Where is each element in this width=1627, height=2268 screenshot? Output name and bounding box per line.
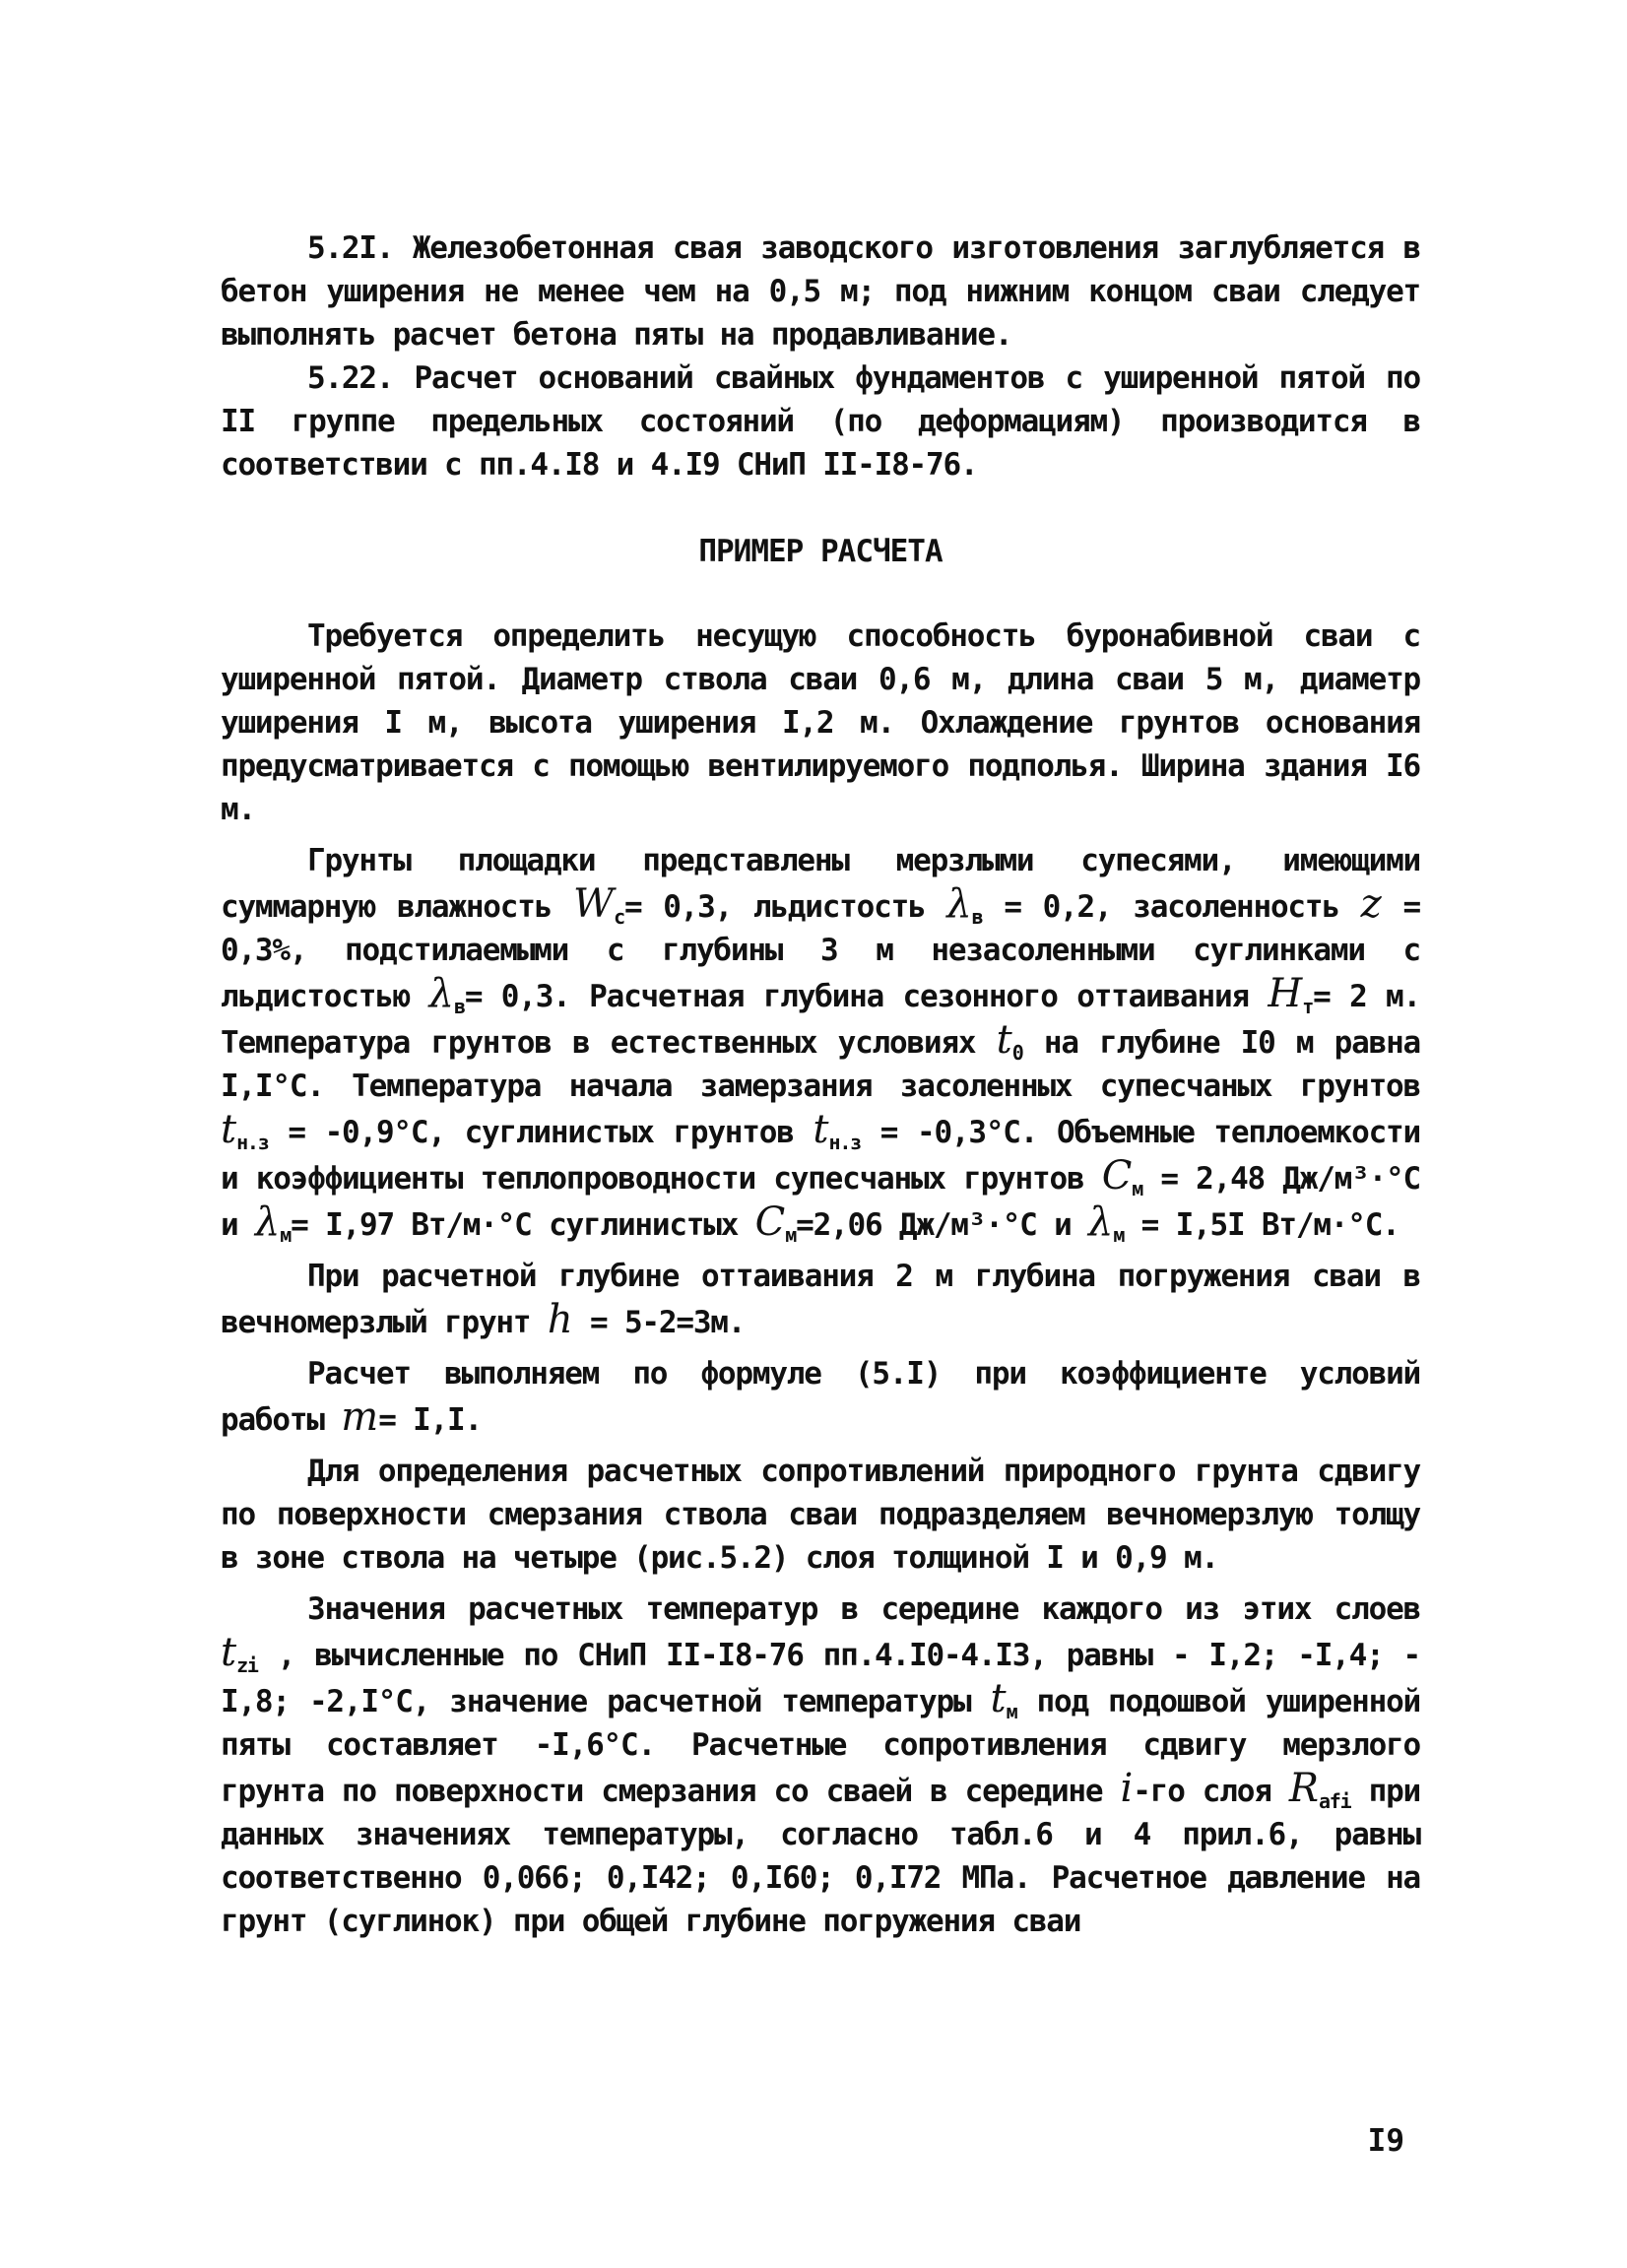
paragraph-soils: Грунты площадки представлены мерзлыми супесями, имеющими суммарную влажность $W_c= 0,3$, льдистость $\lambda_в = 0,2$, засоленность z = 0,3%, подстилаемыми с глубины 3 м незасоленными суглинками с льдистостью $\lambda_в= 0,3$. Расчетная глубина сезонного оттаивания $H_т= 2$ м. Температура грунтов в естественных условиях $t_0$ на глубине I0 м равна I,I°С. Температура начала замерзания засоленных супесчаных грунтов $t_{н.з} = -0,9^\circ С$, суглинистых грунтов $t_{н.з} = -0,3^\circ С$. Объемные теплоемкости и коэффициенты теплопроводности супесчаных грунтов $C_м = 2,48$ Дж/м³·°С и $\lambda_м= I,97$ Вт/м·°С суглинистых $C_м=2,06$ Дж/м³·°С и $\lambda_м = I,5I$ Вт/м·°С.	[221, 843, 1420, 1248]
page-number: I9	[1367, 2123, 1404, 2159]
paragraph-depth: При расчетной глубине оттаивания 2 м глубина погружения сваи в вечномерзлый грунт h = 5-2=3м.	[221, 1259, 1420, 1342]
section-title: ПРИМЕР РАСЧЕТА	[698, 534, 943, 569]
paragraph-task: Требуется определить несущую способность буронабивной сваи с уширенной пятой. Диаметр ствола сваи 0,6 м, длина сваи 5 м, диаметр уширения I м, высота уширения I,2 м. Охлаждение грунтов основания предусматривается с помощью вентилируемого подполья. Ширина здания I6 м.	[221, 618, 1420, 827]
document-body	[221, 227, 1420, 1943]
paragraph-temperatures: Значения расчетных температур в середине каждого из этих слоев $t_{zi}$ , вычисленные по СНиП II-I8-76 пп.4.I0-4.I3, равны - I,2; -I,4; -I,8; -2,I°С, значение расчетной температуры $t_м$ под подошвой уширенной пяты составляет -I,6°С. Расчетные сопротивления сдвигу мерзлого грунта по поверхности смерзания со сваей в середине i-го слоя $R_{afi}$ при данных значениях температуры, согласно табл.6 и 4 прил.6, равны соответственно 0,066; 0,I42; 0,I60; 0,I72 МПа. Расчетное давление на грунт (суглинок) при общей глубине погружения сваи	[221, 1591, 1420, 1939]
paragraph-layers: Для определения расчетных сопротивлений природного грунта сдвигу по поверхности смерзания ствола сваи подразделяем вечномерзлую толщу в зоне ствола на четыре (рис.5.2) слоя толщиной I и 0,9 м.	[221, 1454, 1420, 1576]
paragraph-formula: Расчет выполняем по формуле (5.I) при коэффициенте условий работы m= I,I.	[221, 1356, 1420, 1440]
paragraph-5-21: 5.2I. Железобетонная свая заводского изготовления заглубляется в бетон уширения не менее чем на 0,5 м; под нижним концом сваи следует выполнять расчет бетона пяты на продавливание.	[221, 230, 1420, 353]
paragraph-5-22: 5.22. Расчет оснований свайных фундаментов с уширенной пятой по II группе предельных состояний (по деформациям) производится в соответствии с пп.4.I8 и 4.I9 СНиП II-I8-76.	[221, 360, 1420, 483]
